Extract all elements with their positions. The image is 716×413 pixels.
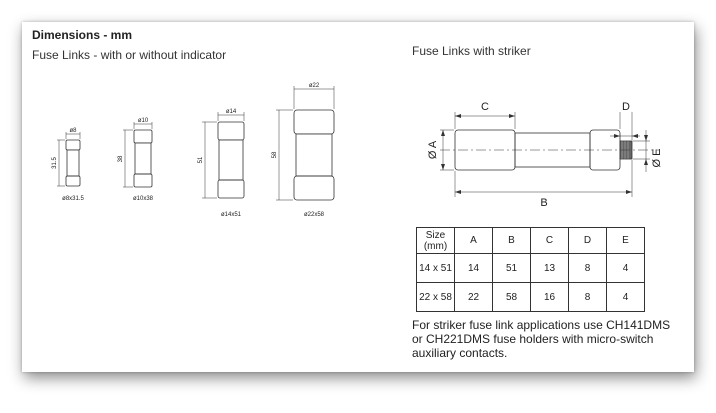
table-cell: 8 (569, 283, 607, 312)
fuse-length-label-4: 58 (272, 151, 278, 159)
fuse-width-label-3: ø14 (225, 109, 237, 115)
striker-fuse-drawing (400, 72, 680, 212)
striker-heading: Fuse Links with striker (412, 44, 531, 58)
dim-label-c: C (481, 101, 489, 113)
fuse-drawing-10x38 (123, 122, 152, 187)
fuse-drawing-22x58 (276, 86, 334, 200)
fuse-length-label-1: 31.5 (52, 157, 58, 169)
header-a: A (455, 228, 493, 254)
header-e: E (607, 228, 645, 254)
header-size: Size (mm) (417, 228, 455, 254)
fuse-length-label-3: 51 (198, 156, 204, 164)
fuse-caption-2: ø10x38 (132, 196, 154, 202)
table-row (417, 283, 645, 312)
fuse-length-label-2: 38 (118, 155, 124, 163)
fuse-caption-3: ø14x51 (220, 212, 242, 218)
section-subheading: Fuse Links - with or without indicator (32, 48, 227, 62)
table-row (417, 254, 645, 283)
table-cell: 4 (607, 283, 645, 312)
fuse-width-label-2: ø10 (137, 118, 149, 124)
table-cell: 51 (493, 254, 531, 283)
table-cell: 16 (531, 283, 569, 312)
datasheet-panel (22, 22, 694, 372)
fuse-drawing-8x31 (57, 132, 80, 186)
table-cell: 13 (531, 254, 569, 283)
fuse-caption-4: ø22x58 (303, 212, 325, 218)
fuse-width-label-4: ø22 (308, 83, 320, 89)
table-header-row (417, 228, 645, 254)
dim-label-a: Ø A (427, 140, 439, 160)
table-cell: 14 x 51 (417, 254, 455, 283)
dimensions-table (416, 227, 645, 312)
section-heading: Dimensions - mm (32, 28, 133, 42)
striker-application-note: For striker fuse link applications use CH141DMS or CH221DMS fuse holders with micro-switch auxiliary contacts. (412, 318, 671, 360)
fuse-links-drawing (22, 62, 397, 222)
fuse-caption-1: ø8x31.5 (62, 196, 84, 202)
table-cell: 58 (493, 283, 531, 312)
dim-label-e: Ø E (651, 148, 663, 168)
fuse-drawing-14x51 (202, 112, 244, 198)
header-c: C (531, 228, 569, 254)
table-cell: 22 x 58 (417, 283, 455, 312)
header-d: D (569, 228, 607, 254)
dim-label-d: D (622, 101, 630, 113)
fuse-width-label-1: ø8 (69, 128, 77, 134)
table-cell: 14 (455, 254, 493, 283)
table-cell: 22 (455, 283, 493, 312)
dim-label-b: B (540, 197, 548, 209)
table-cell: 8 (569, 254, 607, 283)
header-b: B (493, 228, 531, 254)
table-cell: 4 (607, 254, 645, 283)
